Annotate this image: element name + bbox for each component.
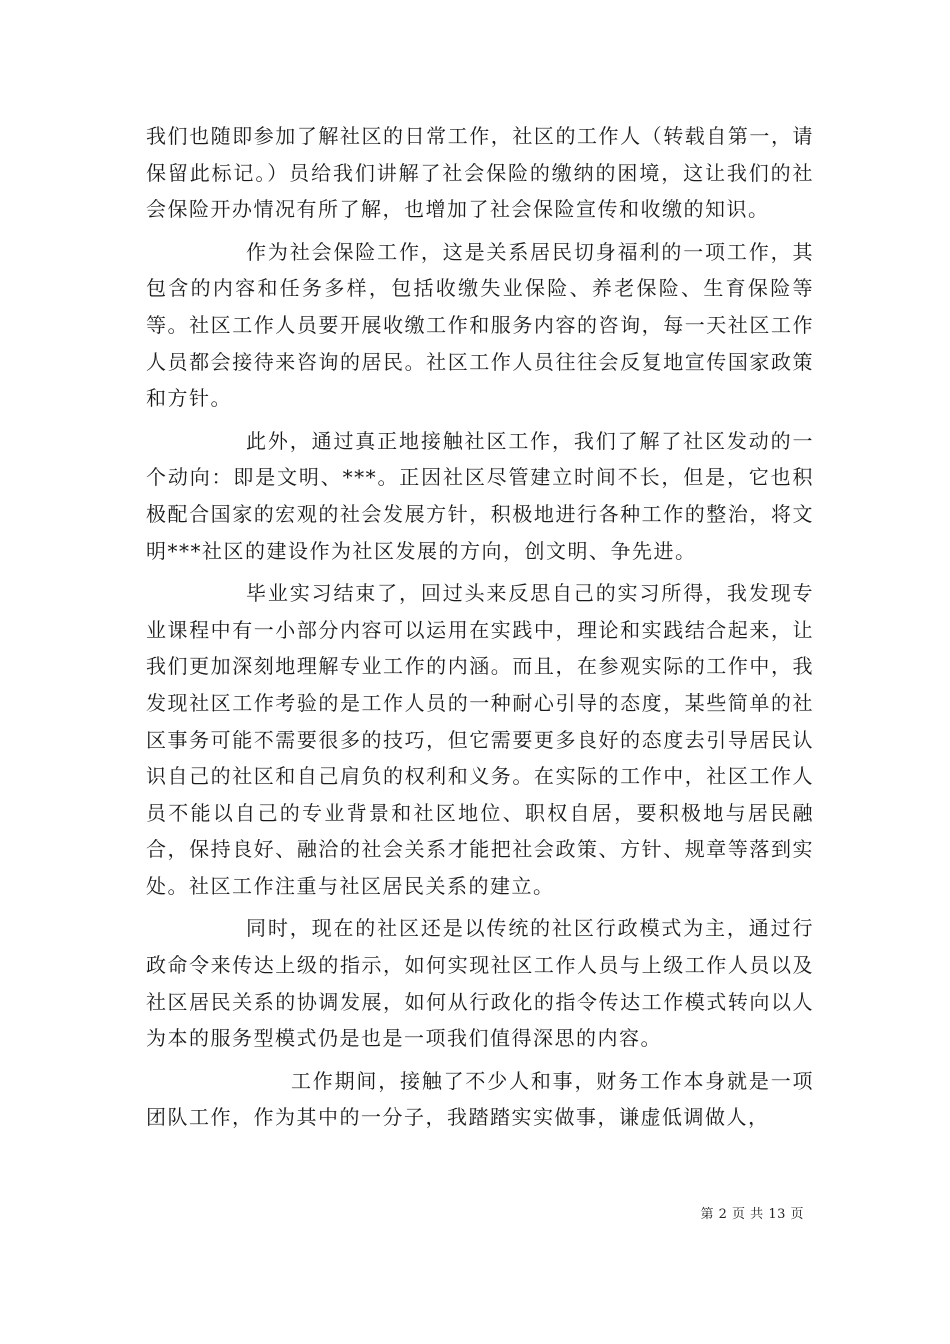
paragraph-2: 作为社会保险工作，这是关系居民切身福利的一项工作，其包含的内容和任务多样，包括收缴失业保险、养老保险、生育保险等等。社区工作人员要开展收缴工作和服务内容的咨询，每一天社区工作人员都会接待来咨询的居民。社区工作人员往往会反复地宣传国家政策和方针。 <box>146 239 814 411</box>
body-text <box>146 118 814 1136</box>
page-number-footer: 第 2 页 共 13 页 <box>700 1207 804 1222</box>
paragraph-1: 我们也随即参加了解社区的日常工作，社区的工作人（转载自第一，请保留此标记。）员给我们讲解了社会保险的缴纳的困境，这让我们的社会保险开办情况有所了解，也增加了社会保险宣传和收缴的知识。 <box>146 124 814 222</box>
paragraph-6: 工作期间，接触了不少人和事，财务工作本身就是一项团队工作，作为其中的一分子，我踏踏实实做事，谦虚低调做人， <box>146 1068 814 1130</box>
paragraph-5: 同时，现在的社区还是以传统的社区行政模式为主，通过行政命令来传达上级的指示，如何实现社区工作人员与上级工作人员以及社区居民关系的协调发展，如何从行政化的指令传达工作模式转向以人为本的服务型模式仍是也是一项我们值得深思的内容。 <box>146 916 814 1051</box>
paragraph-4: 毕业实习结束了，回过头来反思自己的实习所得，我发现专业课程中有一小部分内容可以运用在实践中，理论和实践结合起来，让我们更加深刻地理解专业工作的内涵。而且，在参观实际的工作中，我发现社区工作考验的是工作人员的一种耐心引导的态度，某些简单的社区事务可能不需要很多的技巧，但它需要更多良好的态度去引导居民认识自己的社区和自己肩负的权利和义务。在实际的工作中，社区工作人员不能以自己的专业背景和社区地位、职权自居，要积极地与居民融合，保持良好、融洽的社会关系才能把社会政策、方针、规章等落到实处。社区工作注重与社区居民关系的建立。 <box>146 581 814 898</box>
paragraph-3: 此外，通过真正地接触社区工作，我们了解了社区发动的一个动向：即是文明、***。正因社区尽管建立时间不长，但是，它也积极配合国家的宏观的社会发展方针，积极地进行各种工作的整治，将文明***社区的建设作为社区发展的方向，创文明、争先进。 <box>146 428 814 563</box>
